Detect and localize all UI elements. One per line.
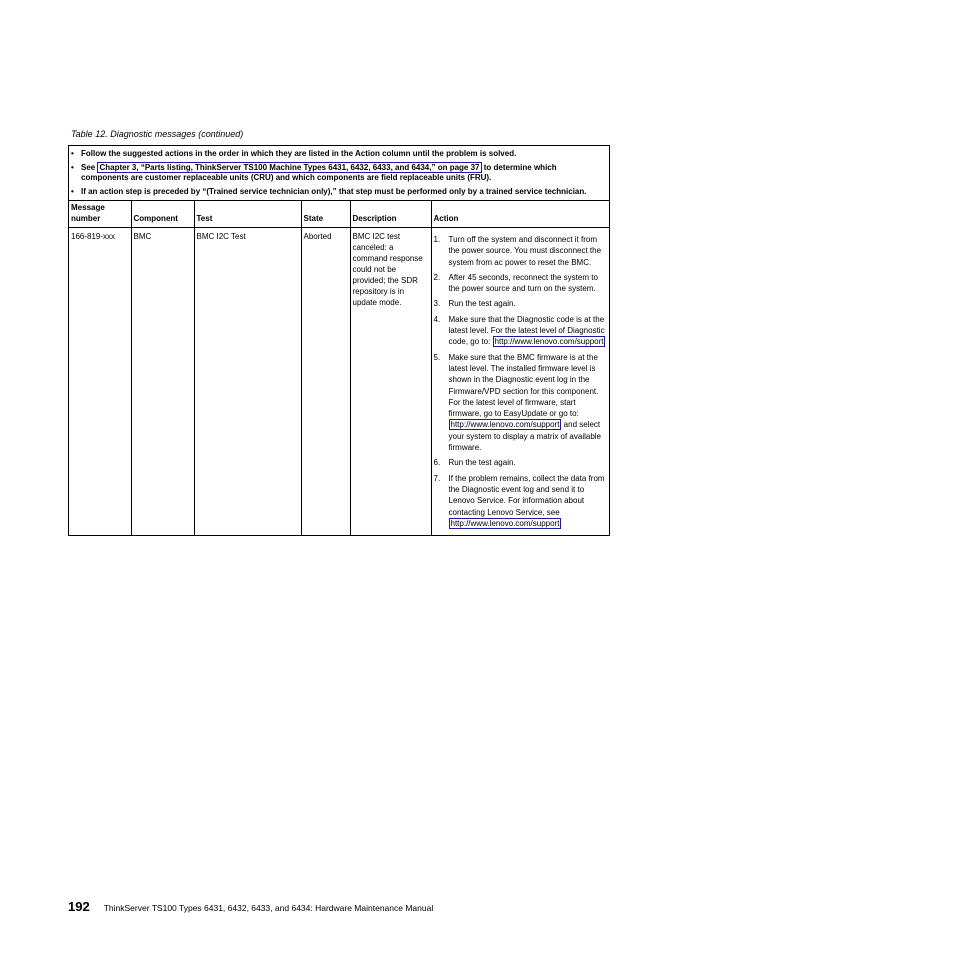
action-step xyxy=(434,352,608,454)
cell-description: BMC I2C test canceled: a command response could not be provided; the SDR repository is in update mode. xyxy=(350,228,431,536)
action-step xyxy=(434,272,608,295)
header-description: Description xyxy=(350,201,431,228)
note-post: to determine which components are customer replaceable units (CRU) and which components are field replaceable units (FRU). xyxy=(81,162,557,182)
bullet: • xyxy=(71,162,74,172)
cell-state: Aborted xyxy=(301,228,350,536)
table-row xyxy=(69,228,609,536)
bullet: • xyxy=(71,186,74,196)
step-text: If the problem remains, collect the data from the Diagnostic event log and send it to Lenovo Service. For information about contacting Lenovo Service, see xyxy=(448,473,605,517)
step-text: Make sure that the Diagnostic code is at the latest level. For the latest level of Diagnostic code, go to: xyxy=(448,314,605,347)
page-number: 192 xyxy=(68,899,90,914)
header-state: State xyxy=(301,201,350,228)
note-item xyxy=(71,149,605,160)
step-text: Turn off the system and disconnect it from the power source. You must disconnect the system from ac power to reset the BMC. xyxy=(448,235,602,267)
step-text: Run the test again. xyxy=(448,299,516,309)
header-message-number: Message number xyxy=(69,201,131,228)
cell-message-number: 166-819-xxx xyxy=(71,232,116,241)
support-link[interactable]: http://www.lenovo.com/support xyxy=(494,337,604,347)
support-link[interactable]: http://www.lenovo.com/support xyxy=(450,518,560,528)
step-body xyxy=(449,473,608,529)
note-pre: See xyxy=(81,162,98,172)
cell-test: BMC I2C Test xyxy=(194,228,301,536)
step-text: Run the test again. xyxy=(448,458,516,468)
support-link[interactable]: http://www.lenovo.com/support xyxy=(450,420,560,430)
step-body xyxy=(449,314,608,348)
note-text: If an action step is preceded by “(Trained service technician only),” that step must be performed only by a trained service technician. xyxy=(81,186,587,196)
manual-title: ThinkServer TS100 Types 6431, 6432, 6433, and 6434: Hardware Maintenance Manual xyxy=(103,903,434,913)
step-number: 6. xyxy=(433,458,441,468)
action-step xyxy=(434,234,608,268)
page-footer xyxy=(68,899,433,914)
step-number: 2. xyxy=(433,272,441,282)
step-number: 5. xyxy=(433,352,441,362)
table-notes xyxy=(69,146,609,201)
note-item xyxy=(71,163,605,184)
header-test: Test xyxy=(194,201,301,228)
step-number: 7. xyxy=(433,473,441,483)
note-text: Follow the suggested actions in the order in which they are listed in the Action column until the problem is solved. xyxy=(81,149,517,158)
chapter-3-link[interactable]: Chapter 3, “Parts listing, ThinkServer TS100 Machine Types 6431, 6432, 6433, and 6434,” on page 37 xyxy=(99,162,480,172)
table-caption: Table 12. Diagnostic messages (continued) xyxy=(71,129,244,139)
action-step xyxy=(434,473,608,529)
step-number: 3. xyxy=(433,299,441,309)
step-number: 4. xyxy=(433,314,441,324)
step-text: After 45 seconds, reconnect the system to the power source and turn on the system. xyxy=(448,272,598,294)
messages-table xyxy=(69,201,609,535)
note-item xyxy=(71,187,605,198)
header-component: Component xyxy=(131,201,194,228)
step-text-after: and select your system to display a matrix of available firmware. xyxy=(448,420,602,453)
step-text: Make sure that the BMC firmware is at the latest level. The installed firmware level is shown in the Diagnostic event log in the Firmware/VPD section for this component. For the latest level of firmware, start firmware, go to EasyUpdate or go to: xyxy=(448,352,599,419)
cell-component: BMC xyxy=(131,228,194,536)
note-text xyxy=(81,163,605,184)
bullet: • xyxy=(71,149,74,158)
diagnostic-table xyxy=(68,145,610,536)
cell-action xyxy=(431,228,609,536)
step-number: 1. xyxy=(433,235,441,244)
step-body xyxy=(449,352,608,454)
action-step xyxy=(434,457,608,468)
action-step xyxy=(434,298,608,309)
action-list xyxy=(434,234,608,529)
header-action: Action xyxy=(431,201,609,228)
header-row xyxy=(69,201,609,228)
action-step xyxy=(434,314,608,348)
